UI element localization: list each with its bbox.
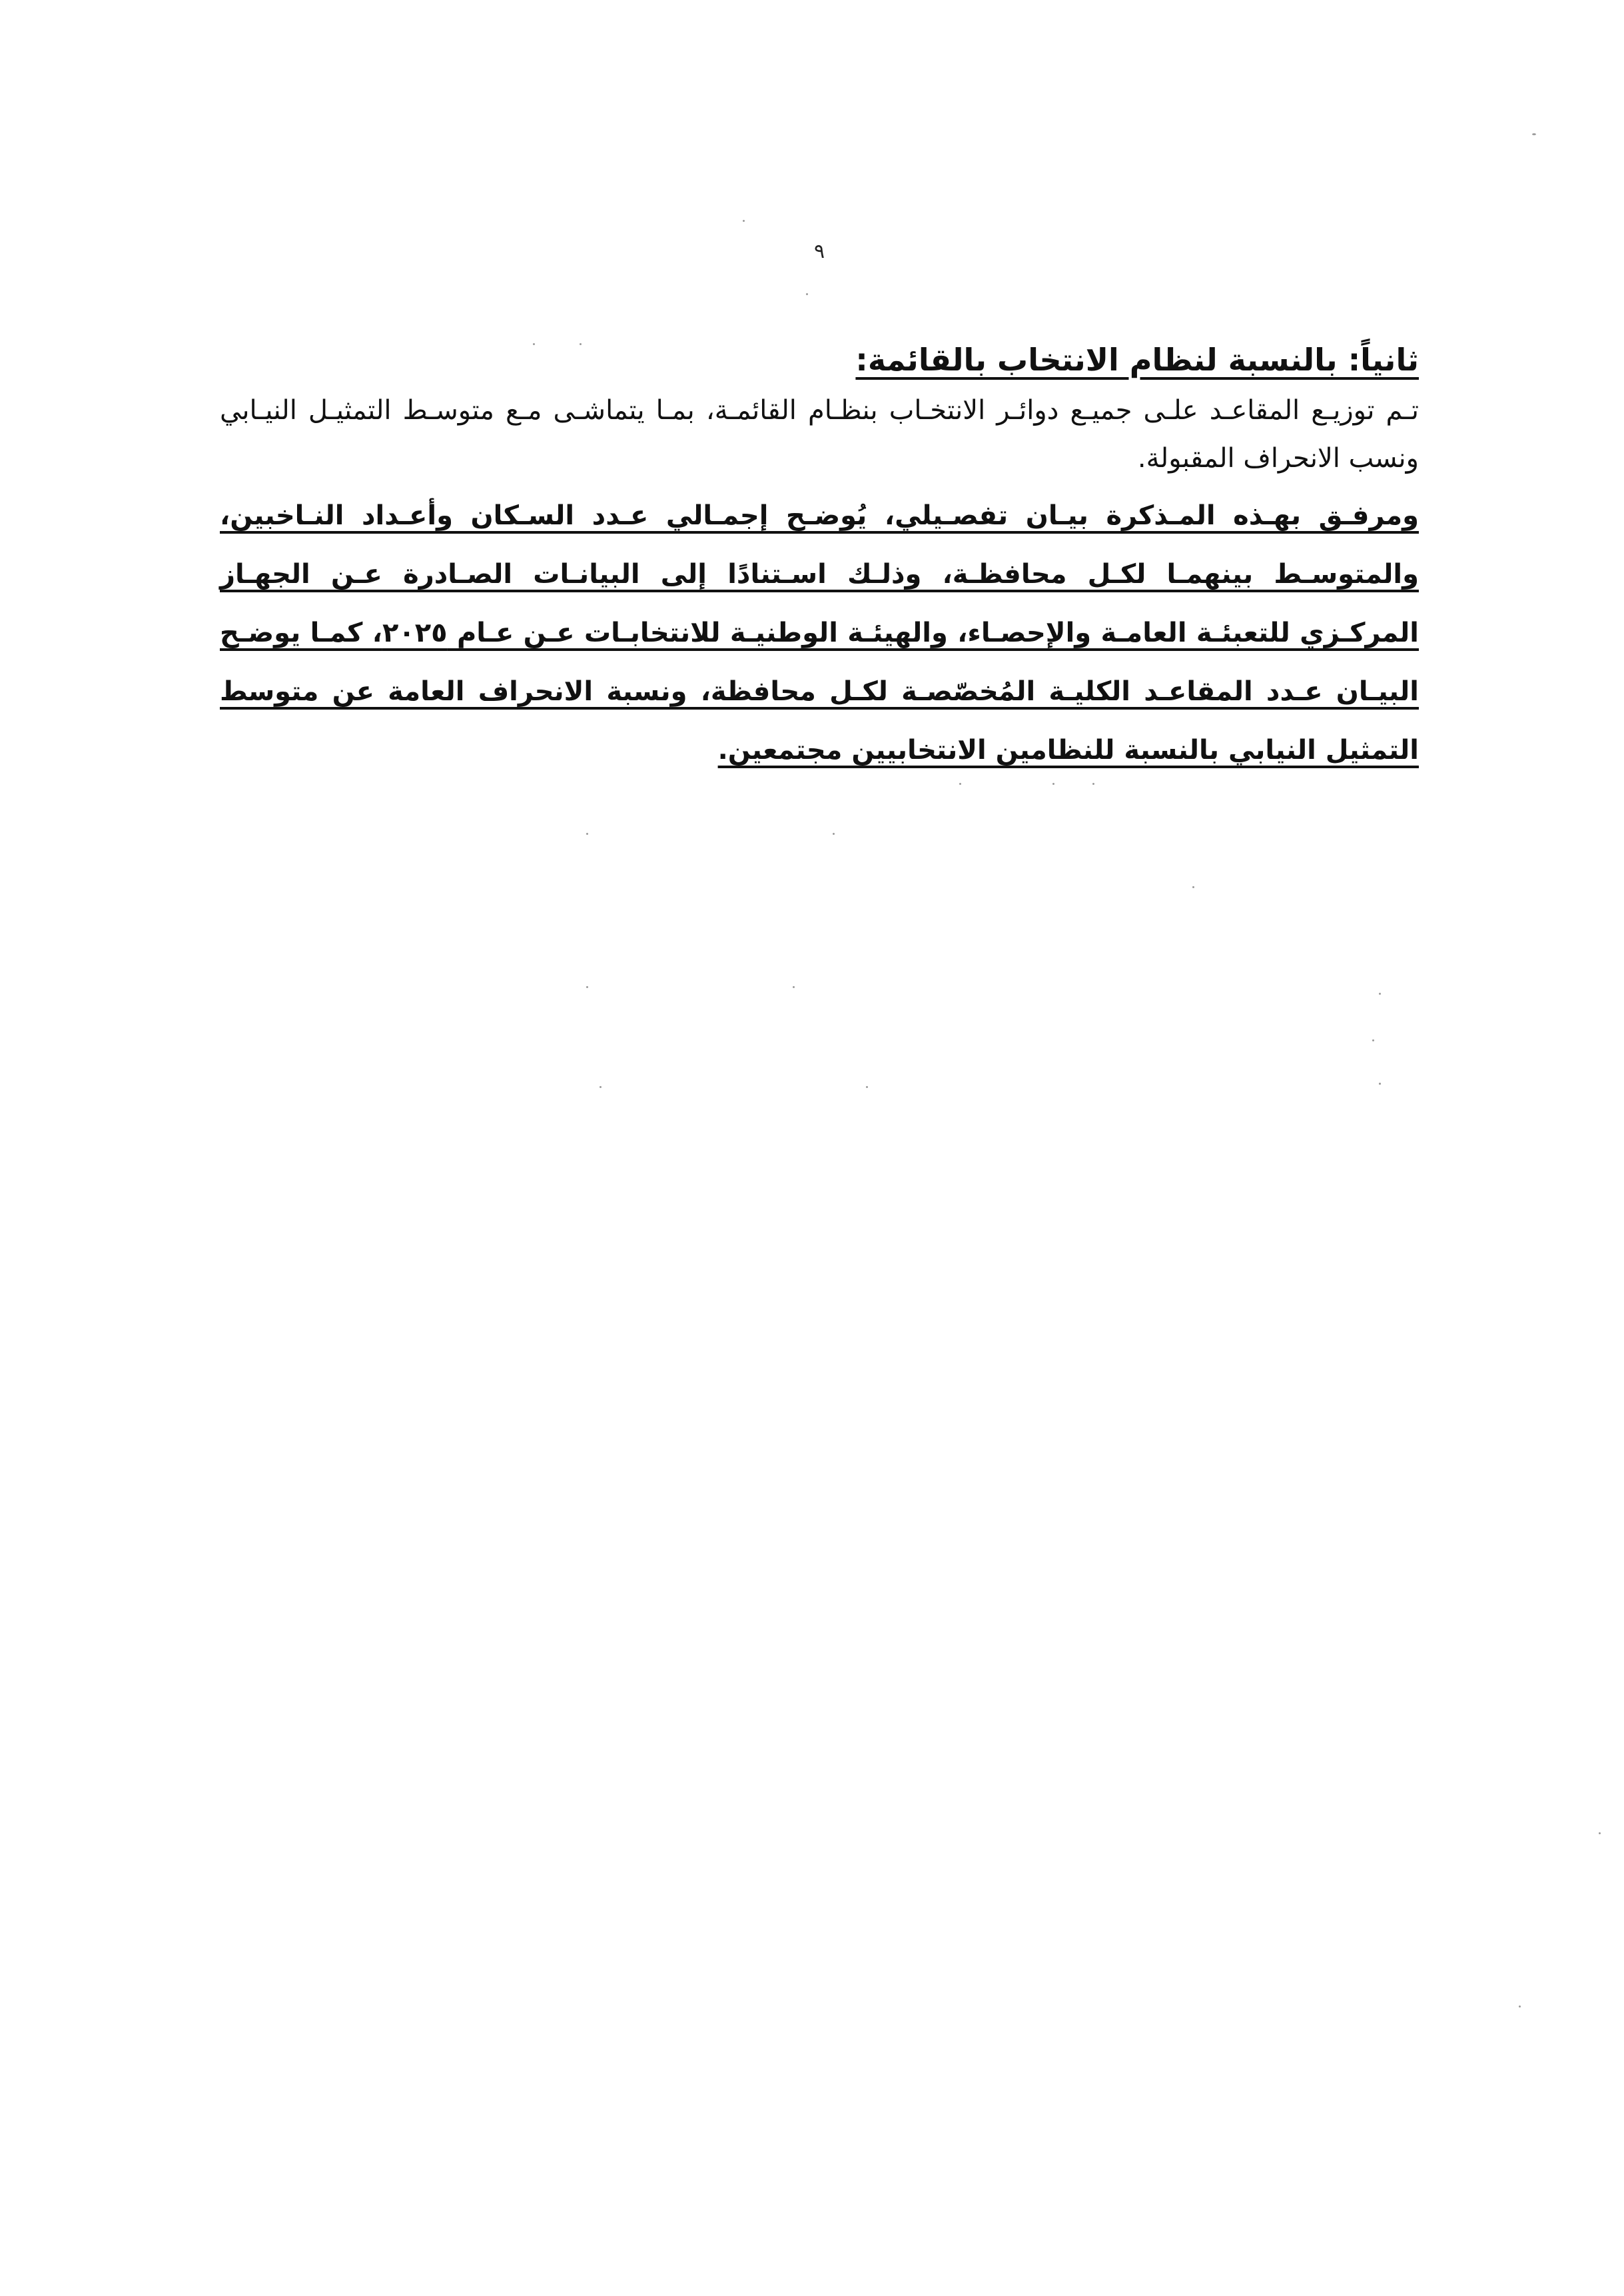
section-body: [220, 333, 1419, 780]
section-heading: ثانياً: بالنسبة لنظام الانتخاب بالقائمة:: [855, 342, 1419, 378]
page-number: ٩: [813, 240, 825, 263]
paragraph-seat-distribution: تـم توزيـع المقاعـد علـى جميـع دوائـر الانتخـاب بنظـام القائمـة، بمـا يتماشـى مـع متوسـط التمثيـل النيـابي ونسب الانحراف المقبولة.: [220, 395, 1419, 474]
paragraph-attached-statement: ومرفـق بهـذه المـذكرة بيـان تفصـيلي، يُوضـح إجمـالي عـدد السـكان وأعـداد النـاخبين، والمتوسـط بينهمـا لكـل محافظـة، وذلـك اسـتنادًا إلى البيانـات الصـادرة عـن الجهـاز المركـزي للتعبئـة العامـة والإحصـاء، والهيئـة الوطنيـة للانتخابـات عـن عـام ٢٠٢٥، كمـا يوضـح البيـان عـدد المقاعـد الكليـة المُخصّصـة لكـل محافظة، ونسبة الانحراف العامة عن متوسط التمثيل النيابي بالنسبة للنظامين الانتخابيين مجتمعين.: [220, 500, 1419, 766]
